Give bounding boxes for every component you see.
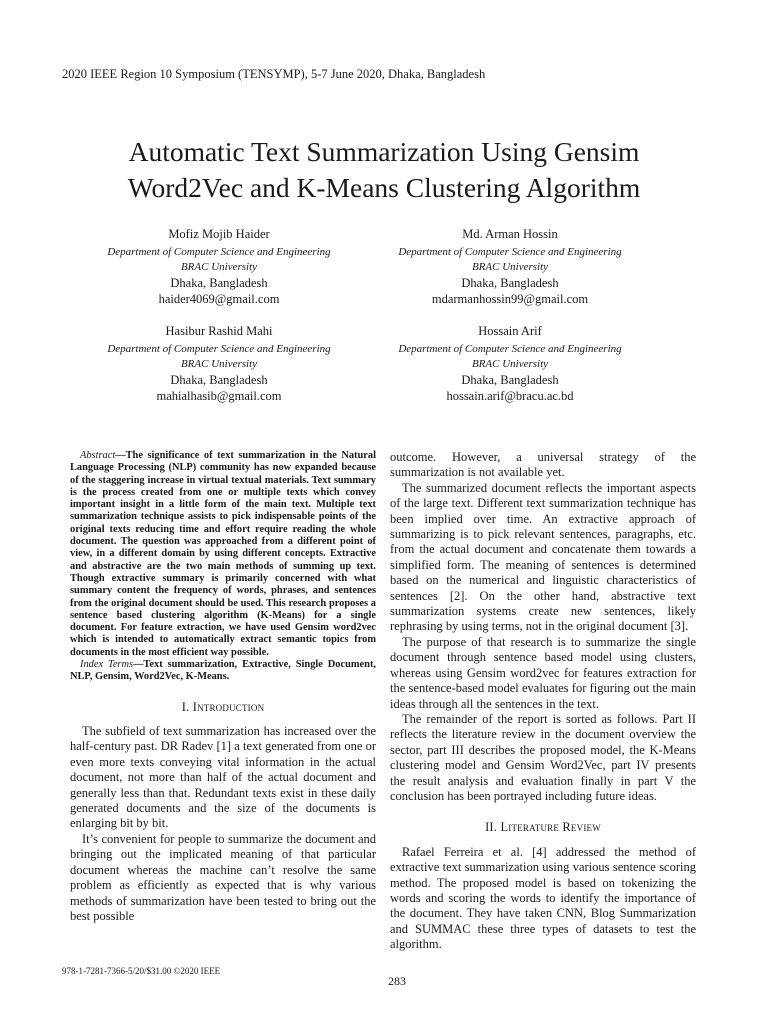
author-city: Dhaka, Bangladesh bbox=[461, 373, 559, 387]
paragraph: It’s convenient for people to summarize the document and bringing out the implicated meaning of that particular document whereas the machine can’t resolve the same problem as efficiently as expected that is why various methods of summarization have been tested to bring out the best possible bbox=[70, 831, 376, 923]
author-name: Hasibur Rashid Mahi bbox=[165, 324, 273, 338]
author-city: Dhaka, Bangladesh bbox=[170, 276, 268, 290]
title-line-1: Automatic Text Summarization Using Gensim bbox=[128, 136, 640, 167]
index-terms-lead: Index Terms bbox=[80, 659, 134, 671]
conference-header: 2020 IEEE Region 10 Symposium (TENSYMP), 5-7 June 2020, Dhaka, Bangladesh bbox=[62, 67, 486, 81]
paragraph: Rafael Ferreira et al. [4] addressed the method of extractive text summarization using various sentence scoring method. The proposed model is based on tokenizing the words and scoring the words to identify the importance of the document. They have taken CNN, Blog Summarization and SUMMAC these three types of datasets to test the algorithm. bbox=[390, 844, 696, 952]
author-email: haider4069@gmail.com bbox=[158, 292, 280, 306]
title-line-2: Word2Vec and K-Means Clustering Algorithm bbox=[127, 172, 641, 203]
author-name: Md. Arman Hossin bbox=[462, 227, 558, 241]
author-block-2 bbox=[360, 226, 660, 307]
author-university: BRAC University bbox=[471, 261, 549, 273]
paper-title bbox=[40, 134, 728, 206]
author-university: BRAC University bbox=[180, 261, 258, 273]
author-department: Department of Computer Science and Engineering bbox=[107, 343, 331, 355]
author-email: mdarmanhossin99@gmail.com bbox=[431, 292, 589, 306]
author-email: mahialhasib@gmail.com bbox=[156, 389, 282, 403]
section-heading-literature-review: II. Literature Review bbox=[485, 820, 601, 835]
author-block-4 bbox=[360, 323, 660, 404]
page-number: 283 bbox=[388, 974, 406, 988]
author-block-3 bbox=[69, 323, 369, 404]
author-name: Mofiz Mojib Haider bbox=[168, 227, 270, 241]
paragraph: The subfield of text summarization has increased over the half-century past. DR Radev [1] a text generated from one or even more texts conveying vital information in the actual document, not more than half of the actual document and generally less than that. Redundant texts exist in these daily generated documents and the size of the documents is enlarging bit by bit. bbox=[70, 724, 376, 831]
author-department: Department of Computer Science and Engineering bbox=[398, 343, 622, 355]
left-column bbox=[70, 450, 376, 924]
section-heading-introduction: I. Introduction bbox=[181, 699, 265, 714]
paragraph: The remainder of the report is sorted as follows. Part II reflects the literature review in the document overview the sector, part III describes the proposed model, the K-Means clustering model and Gensim Word2Vec, part IV presents the result analysis and evaluation finally in part V the conclusion has been portrayed including future ideas. bbox=[390, 711, 696, 803]
paragraph: The summarized document reflects the important aspects of the large text. Different text summarization technique has been implied over time. An extractive approach of summarizing is to pick relevant sentences, paragraphs, etc. from the actual document and concatenate them towards a simplified form. The meaning of sentences is determined based on the numerical and linguistic characteristics of sentences [2]. On the other hand, abstractive text summarization systems create new sentences, likely rephrasing by using terms, not in the original document [3]. bbox=[390, 480, 696, 634]
author-department: Department of Computer Science and Engineering bbox=[398, 246, 622, 258]
abstract-lead: Abstract bbox=[80, 450, 116, 461]
right-column bbox=[390, 450, 696, 953]
copyright-notice: 978-1-7281-7366-5/20/$31.00 ©2020 IEEE bbox=[62, 966, 221, 976]
author-university: BRAC University bbox=[180, 358, 258, 370]
author-city: Dhaka, Bangladesh bbox=[170, 373, 268, 387]
author-city: Dhaka, Bangladesh bbox=[461, 276, 559, 290]
author-email: hossain.arif@bracu.ac.bd bbox=[446, 389, 574, 403]
author-name: Hossain Arif bbox=[478, 324, 542, 338]
abstract-text: —The significance of text summarization in the Natural Language Processing (NLP) community has now expanded because of the staggering increase in virtual textual materials. Text summary is the process created from one or multiple texts which convey important insight in a little form of the main text. Multiple text summarization technique assists to pick indispensable points of the original texts reducing time and effort require reading the whole document. The question was approached from a different point of view, in a different domain by using different concepts. Extractive and abstractive are the two main methods of summing up text. Though extractive summary is primarily concerned with what summary content the frequency of words, phrases, and sentences from the original document should be used. This research proposes a sentence based clustering algorithm (K-Means) for a single document. For feature extraction, we have used Gensim word2vec which is intended to automatically extract semantic topics from documents in the most efficient way possible. bbox=[70, 450, 376, 658]
index-terms-text: —Text summarization, Extractive, Single Document, NLP, Gensim, Word2Vec, K-Means. bbox=[70, 659, 376, 683]
paragraph-continued: outcome. However, a universal strategy of the summarization is not available yet. bbox=[390, 450, 696, 480]
author-department: Department of Computer Science and Engineering bbox=[107, 246, 331, 258]
author-block-1 bbox=[69, 226, 369, 307]
paragraph: The purpose of that research is to summarize the single document through sentence based model using clusters, whereas using Gensim word2vec for features extraction for the sentence-based model evaluates for figuring out the main ideas through all the sentences in the text. bbox=[390, 634, 696, 711]
index-terms bbox=[70, 659, 376, 684]
abstract bbox=[70, 450, 376, 659]
author-university: BRAC University bbox=[471, 358, 549, 370]
